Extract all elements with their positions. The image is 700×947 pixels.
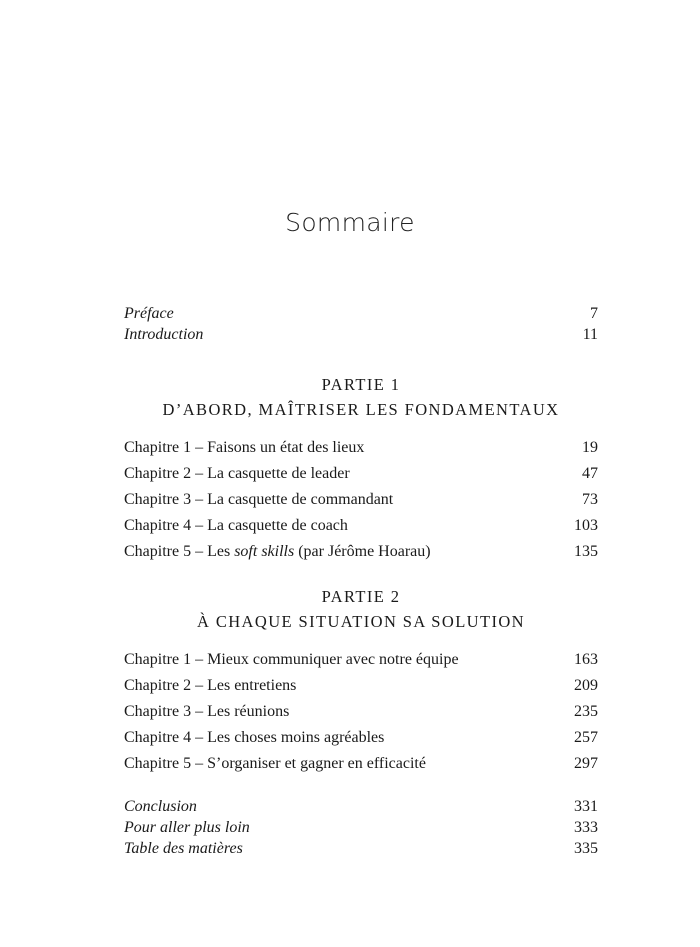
entry-page-number: 235 [574,703,598,720]
entry-page-number: 257 [574,729,598,746]
toc-entry-chapter[interactable] [124,539,598,565]
entry-label: Chapitre 2 – La casquette de leader [124,465,350,482]
entry-page-number: 333 [574,819,598,836]
table-of-contents [124,303,598,859]
page-title: Sommaire [285,208,415,237]
entry-page-number: 331 [574,798,598,815]
entry-label: Chapitre 1 – Faisons un état des lieux [124,439,365,456]
toc-entry-preface[interactable] [124,303,598,324]
entry-page-number: 103 [574,517,598,534]
entry-page-number: 209 [574,677,598,694]
entry-label: Préface [124,305,174,322]
part-2-chapters [124,647,598,777]
toc-entry-further-reading[interactable] [124,817,598,838]
part-2-heading [124,584,598,634]
entry-label: Table des matières [124,840,243,857]
entry-label: Introduction [124,326,204,343]
entry-label-prefix: Chapitre 5 – Les [124,543,235,560]
entry-label: Chapitre 2 – Les entretiens [124,677,297,694]
part-number: PARTIE 2 [321,587,401,606]
part-1-chapters [124,435,598,565]
entry-page-number: 7 [590,305,598,322]
part-number: PARTIE 1 [321,375,401,394]
toc-entry-introduction[interactable] [124,324,598,345]
part-title: D’ABORD, MAÎTRISER LES FONDAMENTAUX [162,400,560,419]
toc-entry-chapter[interactable] [124,751,598,777]
toc-entry-chapter[interactable] [124,435,598,461]
entry-label: Chapitre 5 – S’organiser et gagner en efficacité [124,755,426,772]
entry-page-number: 135 [574,543,598,560]
entry-label-italic: soft skills [234,543,295,560]
toc-entry-chapter[interactable] [124,487,598,513]
toc-entry-chapter[interactable] [124,699,598,725]
front-matter [124,303,598,345]
toc-entry-conclusion[interactable] [124,796,598,817]
part-title: À CHAQUE SITUATION SA SOLUTION [197,612,525,631]
entry-page-number: 73 [582,491,598,508]
toc-entry-chapter[interactable] [124,647,598,673]
entry-label: Pour aller plus loin [124,819,250,836]
entry-label-suffix: (par Jérôme Hoarau) [294,543,431,560]
entry-page-number: 19 [582,439,598,456]
entry-page-number: 47 [582,465,598,482]
entry-label: Chapitre 4 – Les choses moins agréables [124,729,385,746]
entry-label: Chapitre 1 – Mieux communiquer avec notre équipe [124,651,459,668]
entry-page-number: 335 [574,840,598,857]
entry-label: Conclusion [124,798,197,815]
toc-entry-table-of-contents[interactable] [124,838,598,859]
toc-entry-chapter[interactable] [124,725,598,751]
toc-entry-chapter[interactable] [124,513,598,539]
entry-label: Chapitre 3 – La casquette de commandant [124,491,394,508]
toc-entry-chapter[interactable] [124,673,598,699]
entry-page-number: 163 [574,651,598,668]
entry-label [124,539,431,565]
entry-label: Chapitre 3 – Les réunions [124,703,290,720]
entry-label: Chapitre 4 – La casquette de coach [124,517,348,534]
back-matter [124,796,598,859]
entry-page-number: 11 [582,326,598,343]
toc-entry-chapter[interactable] [124,461,598,487]
part-1-heading [124,372,598,422]
entry-page-number: 297 [574,755,598,772]
